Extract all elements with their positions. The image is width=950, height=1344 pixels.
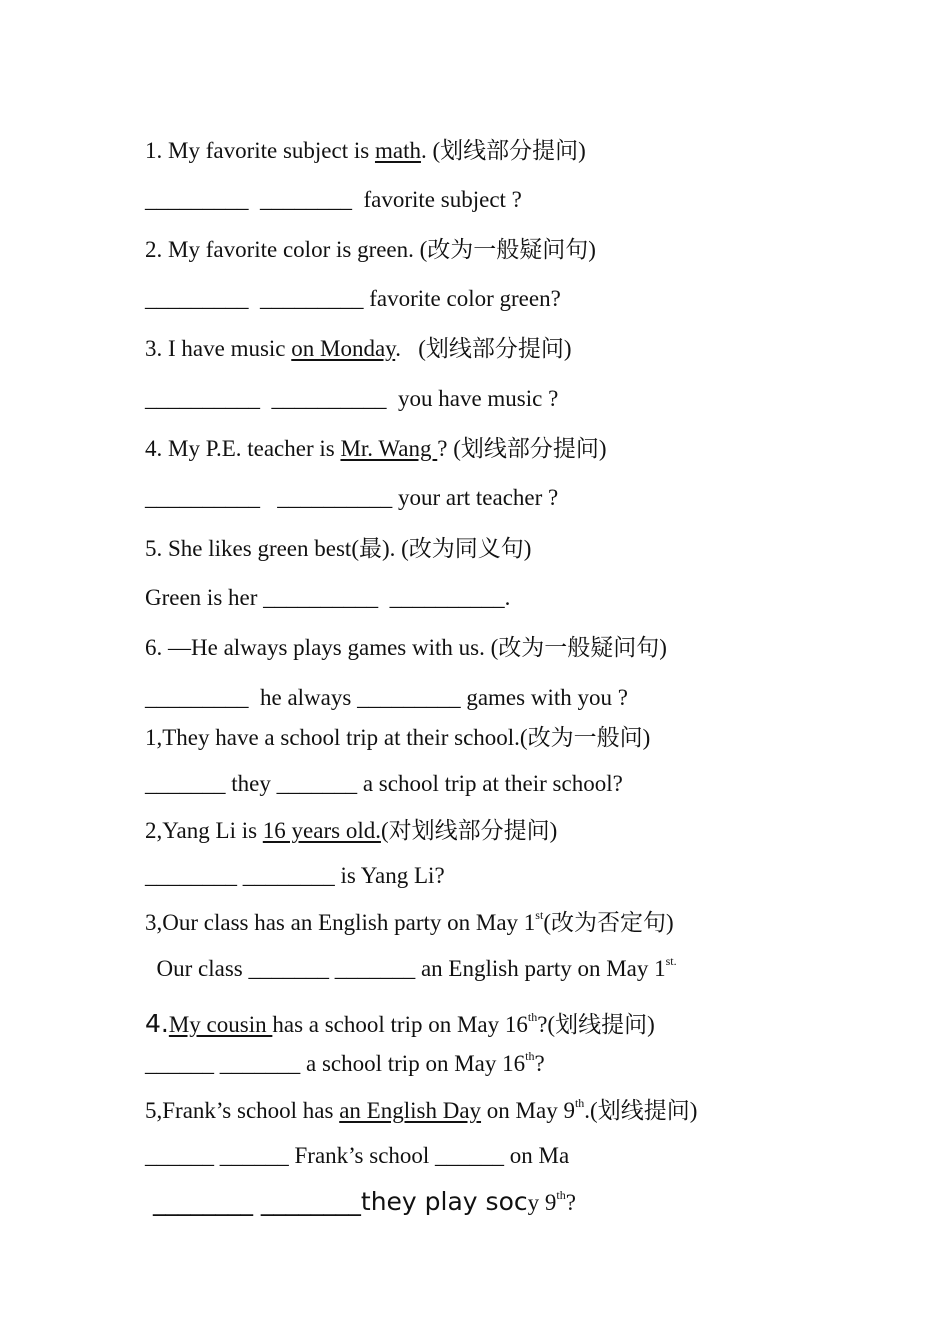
b5-underlined: an English Day xyxy=(339,1098,482,1123)
q1-post: . (划线部分提问) xyxy=(420,138,586,163)
b4-mid: has a school trip on May 16 xyxy=(272,1012,528,1037)
question-b1: 1,They have a school trip at their school.(改为一般问) xyxy=(145,725,651,750)
answer-b1: _______ they _______ a school trip at their school? xyxy=(145,771,623,796)
ab3-sup: st. xyxy=(665,954,677,968)
ab3-pre: Our class _______ _______ an English party on May 1 xyxy=(145,956,666,981)
b3-pre: 3,Our class has an English party on May 1 xyxy=(145,910,536,935)
q1-underlined: math xyxy=(374,138,421,163)
answer-2: _________ _________ favorite color green? xyxy=(145,286,561,311)
b4-num: 4. xyxy=(145,1009,169,1038)
question-2: 2. My favorite color is green. (改为一般疑问句) xyxy=(145,237,596,262)
ab6-sup: th xyxy=(556,1188,566,1202)
question-1 xyxy=(145,137,586,165)
b2-pre: 2,Yang Li is xyxy=(145,818,263,843)
question-b2 xyxy=(145,817,557,845)
q4-pre: 4. My P.E. teacher is xyxy=(145,436,341,461)
q4-underlined: Mr. Wang xyxy=(340,436,438,461)
answer-3: __________ __________ you have music ? xyxy=(145,386,559,411)
ab4-post: ? xyxy=(534,1051,545,1076)
answer-b6 xyxy=(145,1188,576,1217)
question-3 xyxy=(145,335,572,363)
answer-6: _________ he always _________ games with you ? xyxy=(145,685,628,710)
answer-4: __________ __________ your art teacher ? xyxy=(145,485,559,510)
q1-pre: 1. My favorite subject is xyxy=(145,138,375,163)
q3-pre: 3. I have music xyxy=(145,336,292,361)
b3-sup: st xyxy=(535,908,544,922)
answer-b5: ______ ______ Frank’s school ______ on Ma xyxy=(145,1143,570,1168)
answer-b3 xyxy=(145,955,677,983)
ab4-pre: ______ _______ a school trip on May 16 xyxy=(145,1051,526,1076)
b5-sup: th xyxy=(574,1096,585,1110)
question-6: 6. —He always plays games with us. (改为一般疑问句) xyxy=(145,635,667,660)
q4-post: ? (划线部分提问) xyxy=(437,436,607,461)
b5-mid: on May 9 xyxy=(481,1098,575,1123)
answer-5: Green is her __________ __________. xyxy=(145,585,511,610)
b2-underlined: 16 years old. xyxy=(262,818,381,843)
b5-post: .(划线提问) xyxy=(584,1098,698,1123)
answer-b2: ________ ________ is Yang Li? xyxy=(145,863,445,888)
ab6-sans: ________ ________they play soc xyxy=(145,1187,528,1216)
b3-post: (改为否定句) xyxy=(543,910,674,935)
q3-underlined: on Monday xyxy=(291,336,396,361)
answer-1: _________ ________ favorite subject ? xyxy=(145,187,522,212)
question-b5 xyxy=(145,1097,697,1125)
question-b3 xyxy=(145,909,674,937)
b2-post: (对划线部分提问) xyxy=(380,818,558,843)
question-5: 5. She likes green best(最). (改为同义句) xyxy=(145,536,532,561)
ab4-sup: th xyxy=(525,1049,535,1063)
ab6-pre: y 9 xyxy=(527,1190,557,1215)
question-b4 xyxy=(145,1010,655,1039)
ab6-post: ? xyxy=(565,1190,576,1215)
b4-sup: th xyxy=(527,1010,538,1024)
answer-b4 xyxy=(145,1050,545,1078)
q3-post: . (划线部分提问) xyxy=(395,336,572,361)
b5-pre: 5,Frank’s school has xyxy=(145,1098,340,1123)
question-4 xyxy=(145,435,607,463)
b4-post: ?(划线提问) xyxy=(537,1012,655,1037)
b4-underlined: My cousin xyxy=(168,1012,273,1037)
